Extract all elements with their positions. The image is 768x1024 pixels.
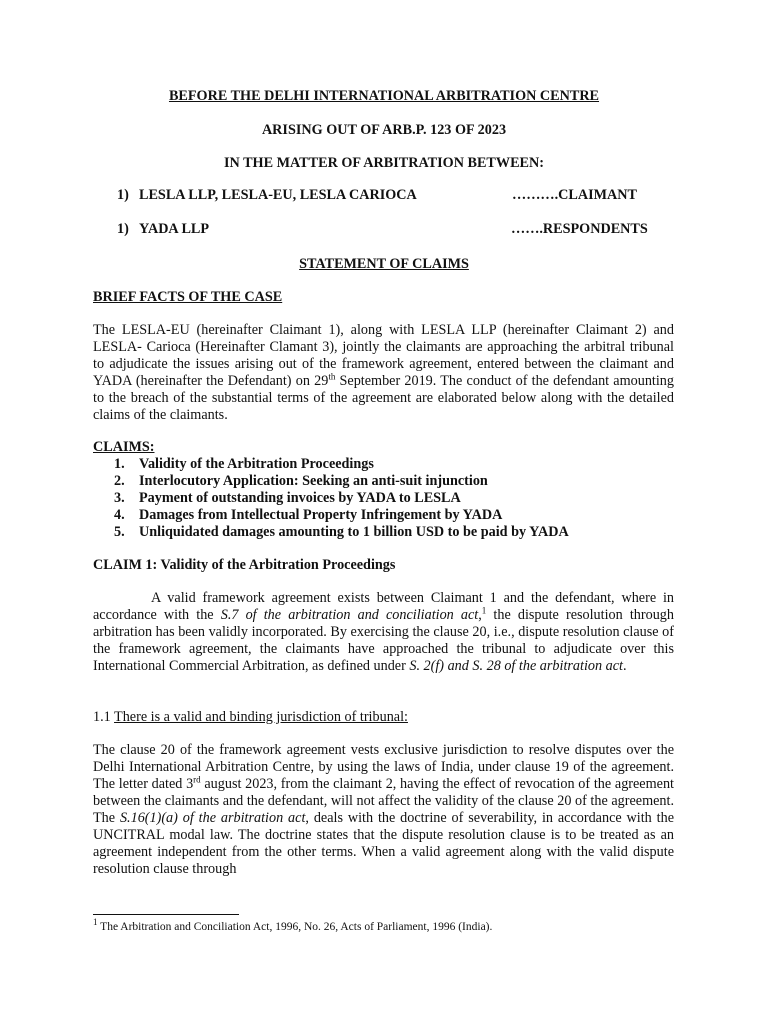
party-name: LESLA LLP, LESLA-EU, LESLA CARIOCA	[139, 187, 417, 203]
list-item: 5. Unliquidated damages amounting to 1 billion USD to be paid by YADA	[114, 524, 569, 540]
list-item: 2. Interlocutory Application: Seeking an anti-suit injunction	[114, 473, 488, 489]
list-item: 4. Damages from Intellectual Property Infringement by YADA	[114, 507, 503, 523]
forum-heading: BEFORE THE DELHI INTERNATIONAL ARBITRATION CENTRE	[168, 88, 600, 104]
list-item: 3. Payment of outstanding invoices by YADA to LESLA	[114, 490, 461, 506]
list-item: 1. Validity of the Arbitration Proceedings	[114, 456, 374, 472]
party-role: ……….CLAIMANT	[512, 187, 637, 203]
footnote-divider	[93, 914, 239, 915]
matter-heading: IN THE MATTER OF ARBITRATION BETWEEN:	[224, 155, 544, 171]
party-number: 1)	[117, 187, 129, 203]
section-1-1-heading: 1.1 There is a valid and binding jurisdiction of tribunal:	[93, 709, 408, 725]
brief-facts-heading: BRIEF FACTS OF THE CASE	[93, 289, 283, 305]
statement-title: STATEMENT OF CLAIMS	[299, 256, 469, 272]
claims-heading: CLAIMS:	[93, 439, 155, 455]
section-1-1-paragraph: The clause 20 of the framework agreement vests exclusive jurisdiction to resolve disputes over the Delhi International Arbitration Centre, by using the laws of India, under clause 19 of the agreement. The letter dated 3rd august 2023, from the claimant 2, having the effect of revocation of the agreement between the claimants and the defendant, will not affect the validity of the clause 20 of the agreement. The S.16(1)(a) of the arbitration act, deals with the doctrine of severability, in accordance with the UNCITRAL modal law. The doctrine states that the dispute resolution clause is to be treated as an agreement independent from the other terms. When a valid agreement along with the valid dispute resolution clause through	[93, 742, 674, 877]
party-role: …….RESPONDENTS	[511, 221, 648, 237]
arising-heading: ARISING OUT OF ARB.P. 123 OF 2023	[261, 122, 507, 138]
brief-facts-paragraph: The LESLA-EU (hereinafter Claimant 1), along with LESLA LLP (hereinafter Claimant 2) and LESLA- Carioca (Hereinafter Clamant 3), jointly the claimants are approaching the arbitral tribunal to adjudicate the issues arising out of the framework agreement, entered between the claimant and YADA (hereinafter the Defendant) on 29th September 2019. The conduct of the defendant amounting to the breach of the substantial terms of the agreement are elaborated below along with the detailed claims of the claimants.	[93, 322, 674, 423]
party-name: YADA LLP	[139, 221, 210, 237]
claim1-paragraph: A valid framework agreement exists between Claimant 1 and the defendant, where in accordance with the S.7 of the arbitration and conciliation act,$^1$ the dispute resolution through arbitration has been validly incorporated. By exercising the clause 20, i.e., dispute resolution clause of the framework agreement, the claimants have approached the tribunal to adjudicate over this International Commercial Arbitration, as defined under S. 2(f) and S. 28 of the arbitration act.	[93, 590, 674, 674]
claims-list	[93, 456, 693, 541]
claim1-heading: CLAIM 1: Validity of the Arbitration Proceedings	[93, 557, 396, 573]
footnote: $^1$ The Arbitration and Conciliation Act, 1996, No. 26, Acts of Parliament, 1996 (India).	[93, 917, 493, 933]
party-number: 1)	[117, 221, 129, 237]
